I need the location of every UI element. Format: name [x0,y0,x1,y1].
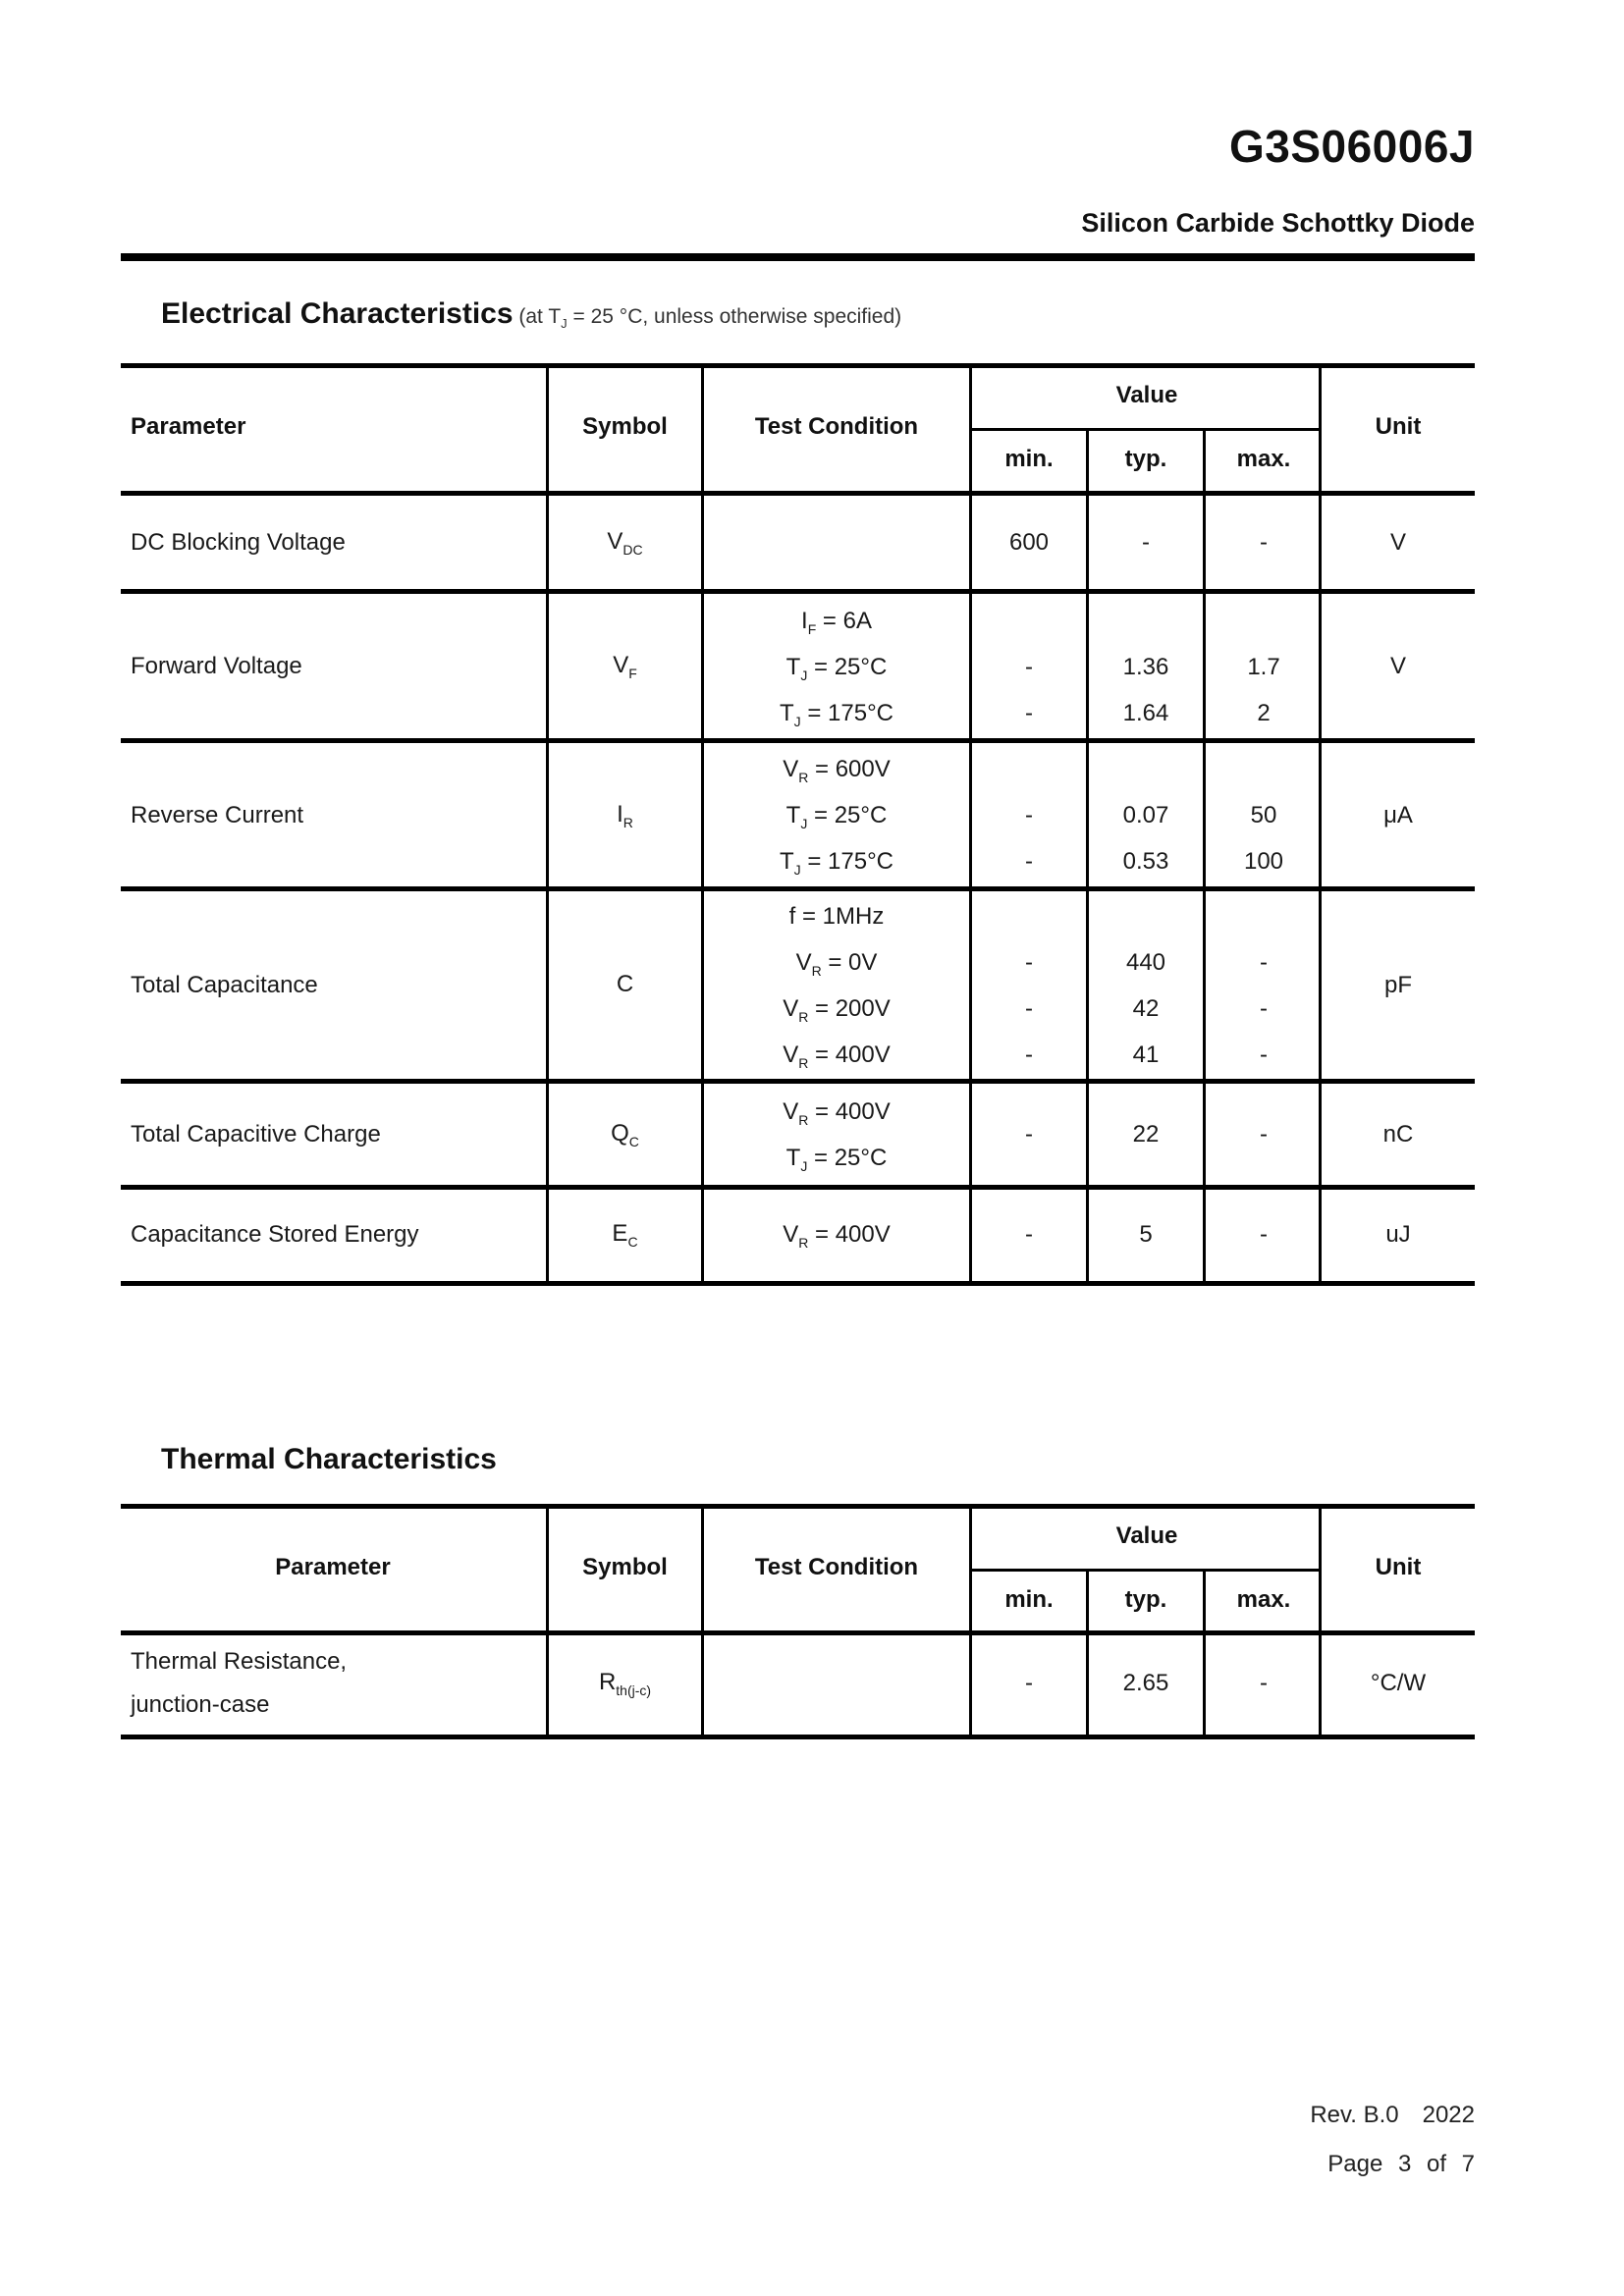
parameter-line: junction-case [131,1691,270,1718]
cell-max: 50 100 [1243,802,1284,875]
cell-test-condition [704,494,969,592]
table-row [121,494,1475,592]
cell-min: - [1025,1220,1033,1248]
col-header-unit: Unit [1375,1553,1422,1580]
cell-test-condition [704,889,969,1082]
cell-unit: pF [1383,972,1412,998]
cell-symbol [549,592,701,741]
col-header-parameter: Parameter [131,413,246,440]
cell-symbol [549,889,701,1082]
cell-unit: V [1389,529,1406,556]
device-subtitle: Silicon Carbide Schottky Diode [1081,208,1475,238]
electrical-section-heading [161,297,901,331]
condition-line: f = 1MHz [788,903,885,930]
cell-max: 1.7 2 [1247,653,1280,726]
cell-test-condition [704,1082,969,1188]
footer-year: 2022 [1422,2102,1475,2128]
thermal-section-heading: Thermal Characteristics [161,1443,497,1475]
cell-parameter [131,1632,535,1735]
cell-max: - [1260,529,1268,556]
cell-parameter: Forward Voltage [131,653,302,679]
parameter-line: Thermal Resistance, [131,1648,348,1675]
part-number-title: G3S06006J [1228,121,1475,172]
cell-unit: nC [1382,1121,1414,1148]
symbol-base: $V_F$ [613,652,637,681]
condition-line: $V_R = 0V$ [795,949,878,979]
cell-symbol [549,1188,701,1281]
condition-line: $T_J = 175^\circ C$ [780,848,893,878]
cell-typ: 2.65 [1122,1670,1169,1696]
note-sub: J [561,316,568,332]
cell-max: - [1260,1121,1268,1148]
thermal-table [121,1504,1475,1739]
col-header-typ: typ. [1124,446,1167,472]
electrical-heading-text: Electrical Characteristics [161,297,514,330]
symbol-base: $I_R$ [617,800,633,830]
condition-line: $V_R = 400V$ [783,1041,891,1071]
cell-parameter: Total Capacitance [131,972,318,998]
grid-line [121,1281,1475,1286]
table-row [121,1082,1475,1188]
condition-line: $V_R = 600V$ [783,756,891,785]
cell-parameter: Total Capacitive Charge [131,1121,381,1148]
footer-rev-label: Rev. B.0 [1310,2102,1399,2128]
col-header-parameter: Parameter [275,1553,391,1580]
cell-min: - [1025,1121,1033,1148]
cell-min: - - [1025,802,1033,875]
cell-typ: 0.07 0.53 [1122,802,1169,875]
table-row [121,1188,1475,1281]
condition-line: $T_J = 175^\circ C$ [780,699,893,729]
footer-page-number: Page 3 of 7 [1327,2151,1475,2177]
col-header-min: min. [1004,1585,1054,1613]
cell-typ: 22 [1132,1121,1160,1148]
col-header-typ: typ. [1124,1585,1167,1613]
symbol-base: $E_C$ [612,1219,638,1250]
grid-line [121,1735,1475,1739]
col-header-max: max. [1236,446,1291,472]
header-rule [121,253,1475,261]
condition-line: $T_J = 25^\circ C$ [785,653,888,683]
col-header-value: Value [1115,382,1178,408]
table-row [121,889,1475,1082]
condition-line: $T_J = 25^\circ C$ [785,1145,888,1174]
col-header-min: min. [1004,446,1054,472]
cell-parameter: Capacitance Stored Energy [131,1220,419,1248]
cell-symbol [549,1632,701,1735]
col-header-unit: Unit [1375,413,1422,440]
col-header-value: Value [1115,1522,1178,1549]
symbol-base: C [616,971,634,998]
cell-parameter: DC Blocking Voltage [131,529,346,556]
cell-min: - [1025,1670,1033,1696]
cell-typ: 5 [1139,1220,1153,1248]
electrical-table [121,363,1475,1286]
symbol-base: $R_{th(j-c)}$ [598,1669,652,1698]
cell-test-condition [704,592,969,741]
condition-line: $V_R = 400V$ [783,1221,891,1251]
cell-unit: uJ [1385,1220,1411,1248]
table-row [121,1632,1475,1735]
col-header-test-condition: Test Condition [754,1553,919,1580]
cell-typ: 440 42 41 [1125,949,1166,1068]
cell-max: - [1260,1670,1268,1696]
col-header-symbol: Symbol [582,1553,668,1580]
cell-typ: 1.36 1.64 [1122,653,1169,726]
note-pre: (at T [513,305,562,328]
cell-max: - [1260,1220,1268,1248]
table-row [121,741,1475,889]
electrical-heading-note [513,305,902,332]
condition-line: $V_R = 400V$ [783,1098,891,1128]
cell-typ: - [1142,529,1150,556]
cell-unit: μA [1383,801,1413,828]
cell-test-condition [704,741,969,889]
condition-line: $I_F = 6A$ [801,607,872,637]
note-post: = 25 °C, unless otherwise specified) [567,305,902,328]
condition-line: $V_R = 200V$ [783,995,891,1025]
cell-symbol [549,741,701,889]
col-header-max: max. [1236,1585,1291,1613]
condition-line: $T_J = 25^\circ C$ [785,802,888,831]
cell-symbol [549,494,701,592]
cell-min: - - - [1025,949,1033,1068]
cell-test-condition [704,1632,969,1735]
footer-revision [1310,2102,1475,2129]
cell-max: - - - [1260,949,1268,1068]
cell-unit: V [1389,653,1406,679]
col-header-symbol: Symbol [582,413,668,440]
col-header-test-condition: Test Condition [754,413,919,440]
symbol-base: $V_{DC}$ [607,528,643,558]
cell-min: 600 [1008,529,1050,556]
cell-unit: °C/W [1370,1670,1427,1696]
symbol-base: $Q_C$ [611,1120,639,1149]
cell-parameter: Reverse Current [131,801,304,828]
cell-test-condition [704,1188,969,1281]
cell-symbol [549,1082,701,1188]
cell-min: - - [1025,653,1033,726]
table-row [121,592,1475,741]
